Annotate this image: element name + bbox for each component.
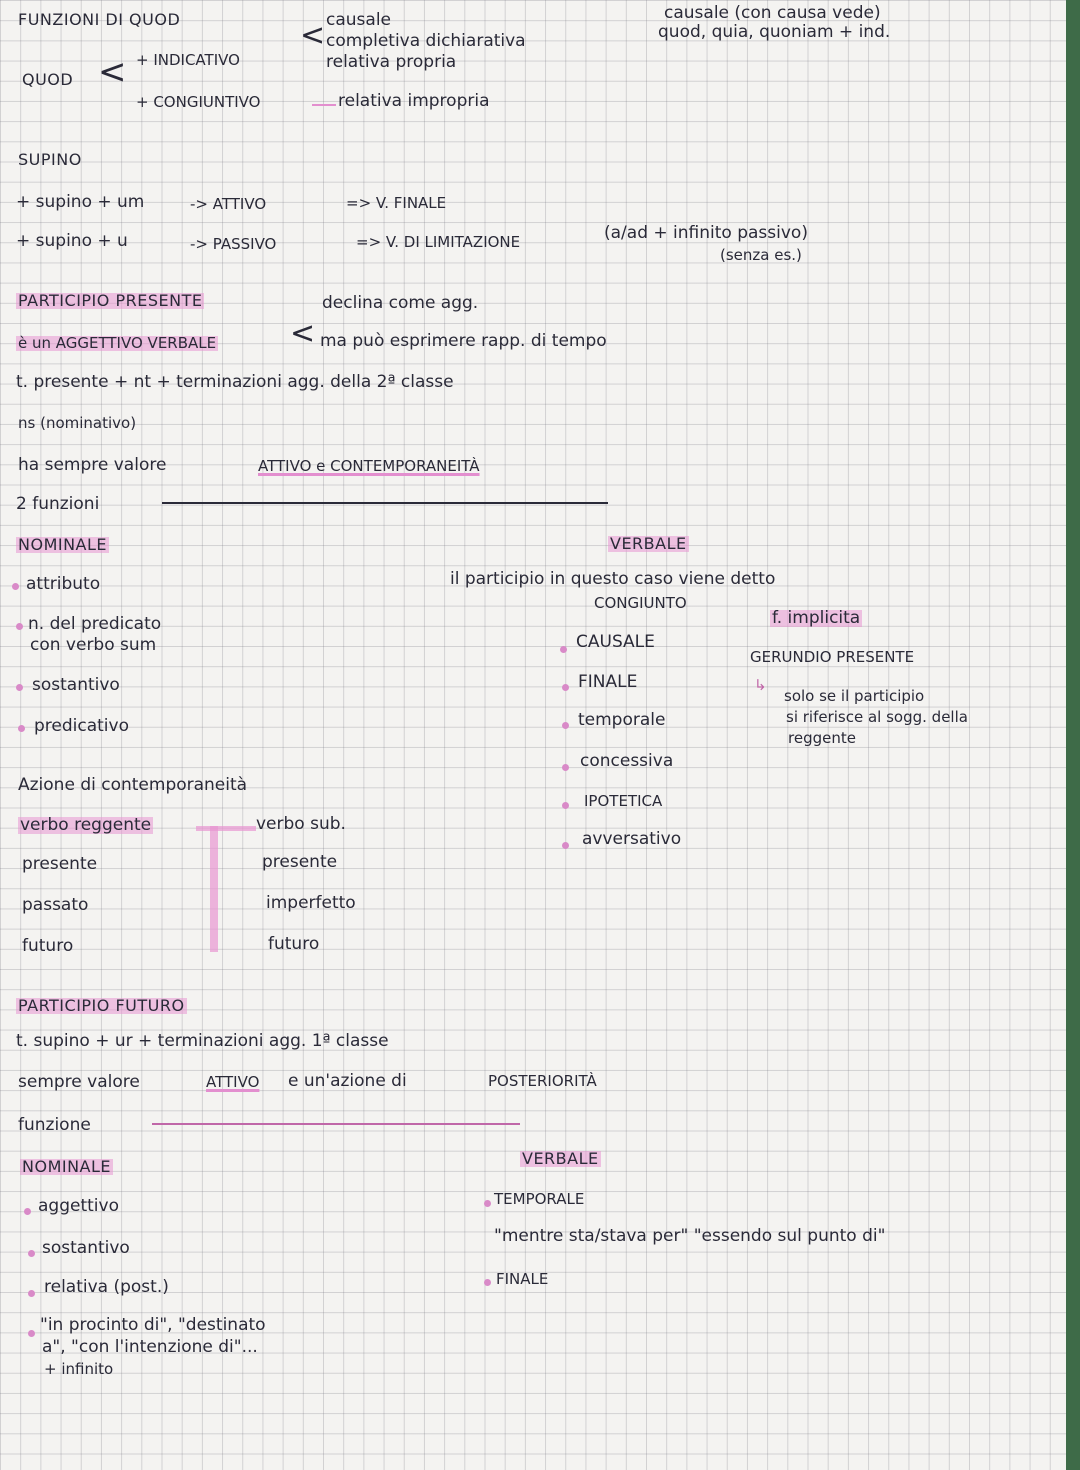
bullet-icon	[484, 1200, 491, 1207]
supino-row2-note2: (senza es.)	[720, 246, 802, 264]
cont-col2-row: imperfetto	[266, 893, 356, 913]
pp-verbale: VERBALE	[610, 534, 687, 553]
pp-gerundio: GERUNDIO PRESENTE	[750, 648, 915, 666]
bullet-icon	[562, 842, 569, 849]
pf-title: PARTICIPIO FUTURO	[18, 996, 185, 1015]
pp-funzioni-line	[162, 502, 608, 504]
quod-congiuntivo: + CONGIUNTIVO	[136, 93, 261, 111]
bullet-icon	[28, 1330, 35, 1337]
pf-nominale: NOMINALE	[22, 1157, 112, 1176]
pp-verbale-item: CAUSALE	[576, 632, 655, 652]
bracket-icon: <	[300, 18, 326, 53]
pf-line2a: sempre valore	[18, 1072, 140, 1092]
quod-note2: quod, quia, quoniam + ind.	[658, 22, 891, 42]
pf-nominale-item: sostantivo	[42, 1238, 130, 1258]
dash-line	[312, 104, 336, 106]
pp-nominale: NOMINALE	[18, 535, 108, 554]
quod-causale: causale	[326, 10, 391, 30]
pf-nominale-item4-l2: a", "con l'intenzione di"...	[42, 1337, 258, 1357]
cont-col1-head: verbo reggente	[20, 815, 152, 835]
bullet-icon	[562, 764, 569, 771]
quod-relativa-propria: relativa propria	[326, 52, 457, 72]
pf-verbale-item: TEMPORALE	[494, 1190, 585, 1208]
cont-hbar	[196, 826, 256, 831]
pp-nominale-item: predicativo	[34, 716, 129, 736]
pf-line2c: e un'azione di	[288, 1071, 407, 1091]
quod-title: FUNZIONI DI QUOD	[18, 10, 181, 29]
bullet-icon	[16, 623, 23, 630]
pf-nominale-item: aggettivo	[38, 1196, 119, 1216]
pp-gerundio-note1: solo se il participio	[784, 687, 925, 705]
bullet-icon	[28, 1250, 35, 1257]
quod-relativa-impropria: relativa impropria	[338, 91, 490, 111]
pf-nominale-item: relativa (post.)	[44, 1277, 169, 1297]
supino-row1-left: + supino + um	[16, 192, 145, 212]
pp-verbale-item: IPOTETICA	[584, 792, 663, 810]
bullet-icon	[562, 684, 569, 691]
pp-nominale-item: attributo	[26, 574, 101, 594]
pp-verbale-note2: CONGIUNTO	[594, 594, 687, 612]
pf-line2d: POSTERIORITÀ	[488, 1072, 597, 1090]
pp-nominale-item: sostantivo	[32, 675, 120, 695]
bullet-icon	[18, 725, 25, 732]
cont-col1-row: futuro	[22, 936, 74, 956]
pp-line2: t. presente + nt + terminazioni agg. della 2ª classe	[16, 372, 454, 392]
pp-verbale-item: avversativo	[582, 829, 682, 849]
pp-title: PARTICIPIO PRESENTE	[18, 291, 203, 310]
quod-label: QUOD	[22, 70, 74, 89]
quod-indicativo: + INDICATIVO	[136, 51, 240, 69]
bullet-icon	[28, 1290, 35, 1297]
bullet-icon	[12, 583, 19, 590]
pp-verbale-note1: il participio in questo caso viene detto	[450, 569, 776, 589]
supino-row1-right: => V. FINALE	[346, 194, 447, 212]
quod-branch-icon: <	[98, 52, 127, 92]
pf-funzione-line	[152, 1123, 520, 1125]
pp-branch1: declina come agg.	[322, 293, 479, 313]
pp-funzioni: 2 funzioni	[16, 494, 100, 514]
pp-gerundio-note2: si riferisce al sogg. della	[786, 708, 968, 726]
pf-verbale-item: FINALE	[496, 1270, 549, 1288]
pf-temporale-note: "mentre sta/stava per" "essendo sul punto di"	[494, 1226, 886, 1246]
pp-branch2: ma può esprimere rapp. di tempo	[320, 331, 607, 351]
pp-branch-icon: <	[290, 316, 316, 351]
pf-nominale-item4-l3: + infinito	[44, 1360, 114, 1378]
supino-row2-right: => V. DI LIMITAZIONE	[356, 233, 521, 251]
pp-verbale-item: temporale	[578, 710, 666, 730]
cont-col2-row: presente	[262, 852, 338, 872]
cont-col1-row: presente	[22, 854, 98, 874]
pf-line1: t. supino + ur + terminazioni agg. 1ª classe	[16, 1031, 389, 1051]
bullet-icon	[484, 1279, 491, 1286]
bullet-icon	[16, 684, 23, 691]
pp-line4a: ha sempre valore	[18, 455, 167, 475]
supino-row2-note: (a/ad + infinito passivo)	[604, 223, 808, 243]
pp-verbale-item: concessiva	[580, 751, 674, 771]
quod-note1: causale (con causa vede)	[664, 3, 881, 23]
supino-row2-mid: -> PASSIVO	[190, 235, 277, 253]
pp-line4b: ATTIVO e CONTEMPORANEITÀ	[258, 457, 480, 475]
pf-line2b: ATTIVO	[206, 1073, 260, 1091]
cont-title: Azione di contemporaneità	[18, 775, 248, 795]
pp-line3: ns (nominativo)	[18, 414, 137, 432]
cont-vbar	[210, 826, 218, 952]
pp-nominale-item: n. del predicato	[28, 614, 162, 634]
bullet-icon	[560, 646, 567, 653]
pp-implicita: f. implicita	[772, 608, 861, 628]
bullet-icon	[562, 722, 569, 729]
quod-completiva: completiva dichiarativa	[326, 31, 526, 51]
pp-nominale-item-sub: con verbo sum	[30, 635, 157, 655]
pf-funzione: funzione	[18, 1115, 91, 1135]
supino-row1-mid: -> ATTIVO	[190, 195, 267, 213]
supino-title: SUPINO	[18, 150, 82, 169]
pp-verbale-item: FINALE	[578, 672, 638, 692]
pp-line1: è un AGGETTIVO VERBALE	[18, 334, 217, 352]
pf-nominale-item4-l1: "in procinto di", "destinato	[40, 1315, 266, 1335]
pp-gerundio-note3: reggente	[788, 729, 856, 747]
supino-row2-left: + supino + u	[16, 231, 128, 251]
cont-col2-head: verbo sub.	[256, 814, 346, 834]
pp-gerundio-arrow-icon: ↳	[754, 676, 767, 694]
pf-verbale: VERBALE	[522, 1149, 599, 1168]
cont-col1-row: passato	[22, 895, 89, 915]
cont-col2-row: futuro	[268, 934, 320, 954]
bullet-icon	[562, 802, 569, 809]
bullet-icon	[24, 1208, 31, 1215]
